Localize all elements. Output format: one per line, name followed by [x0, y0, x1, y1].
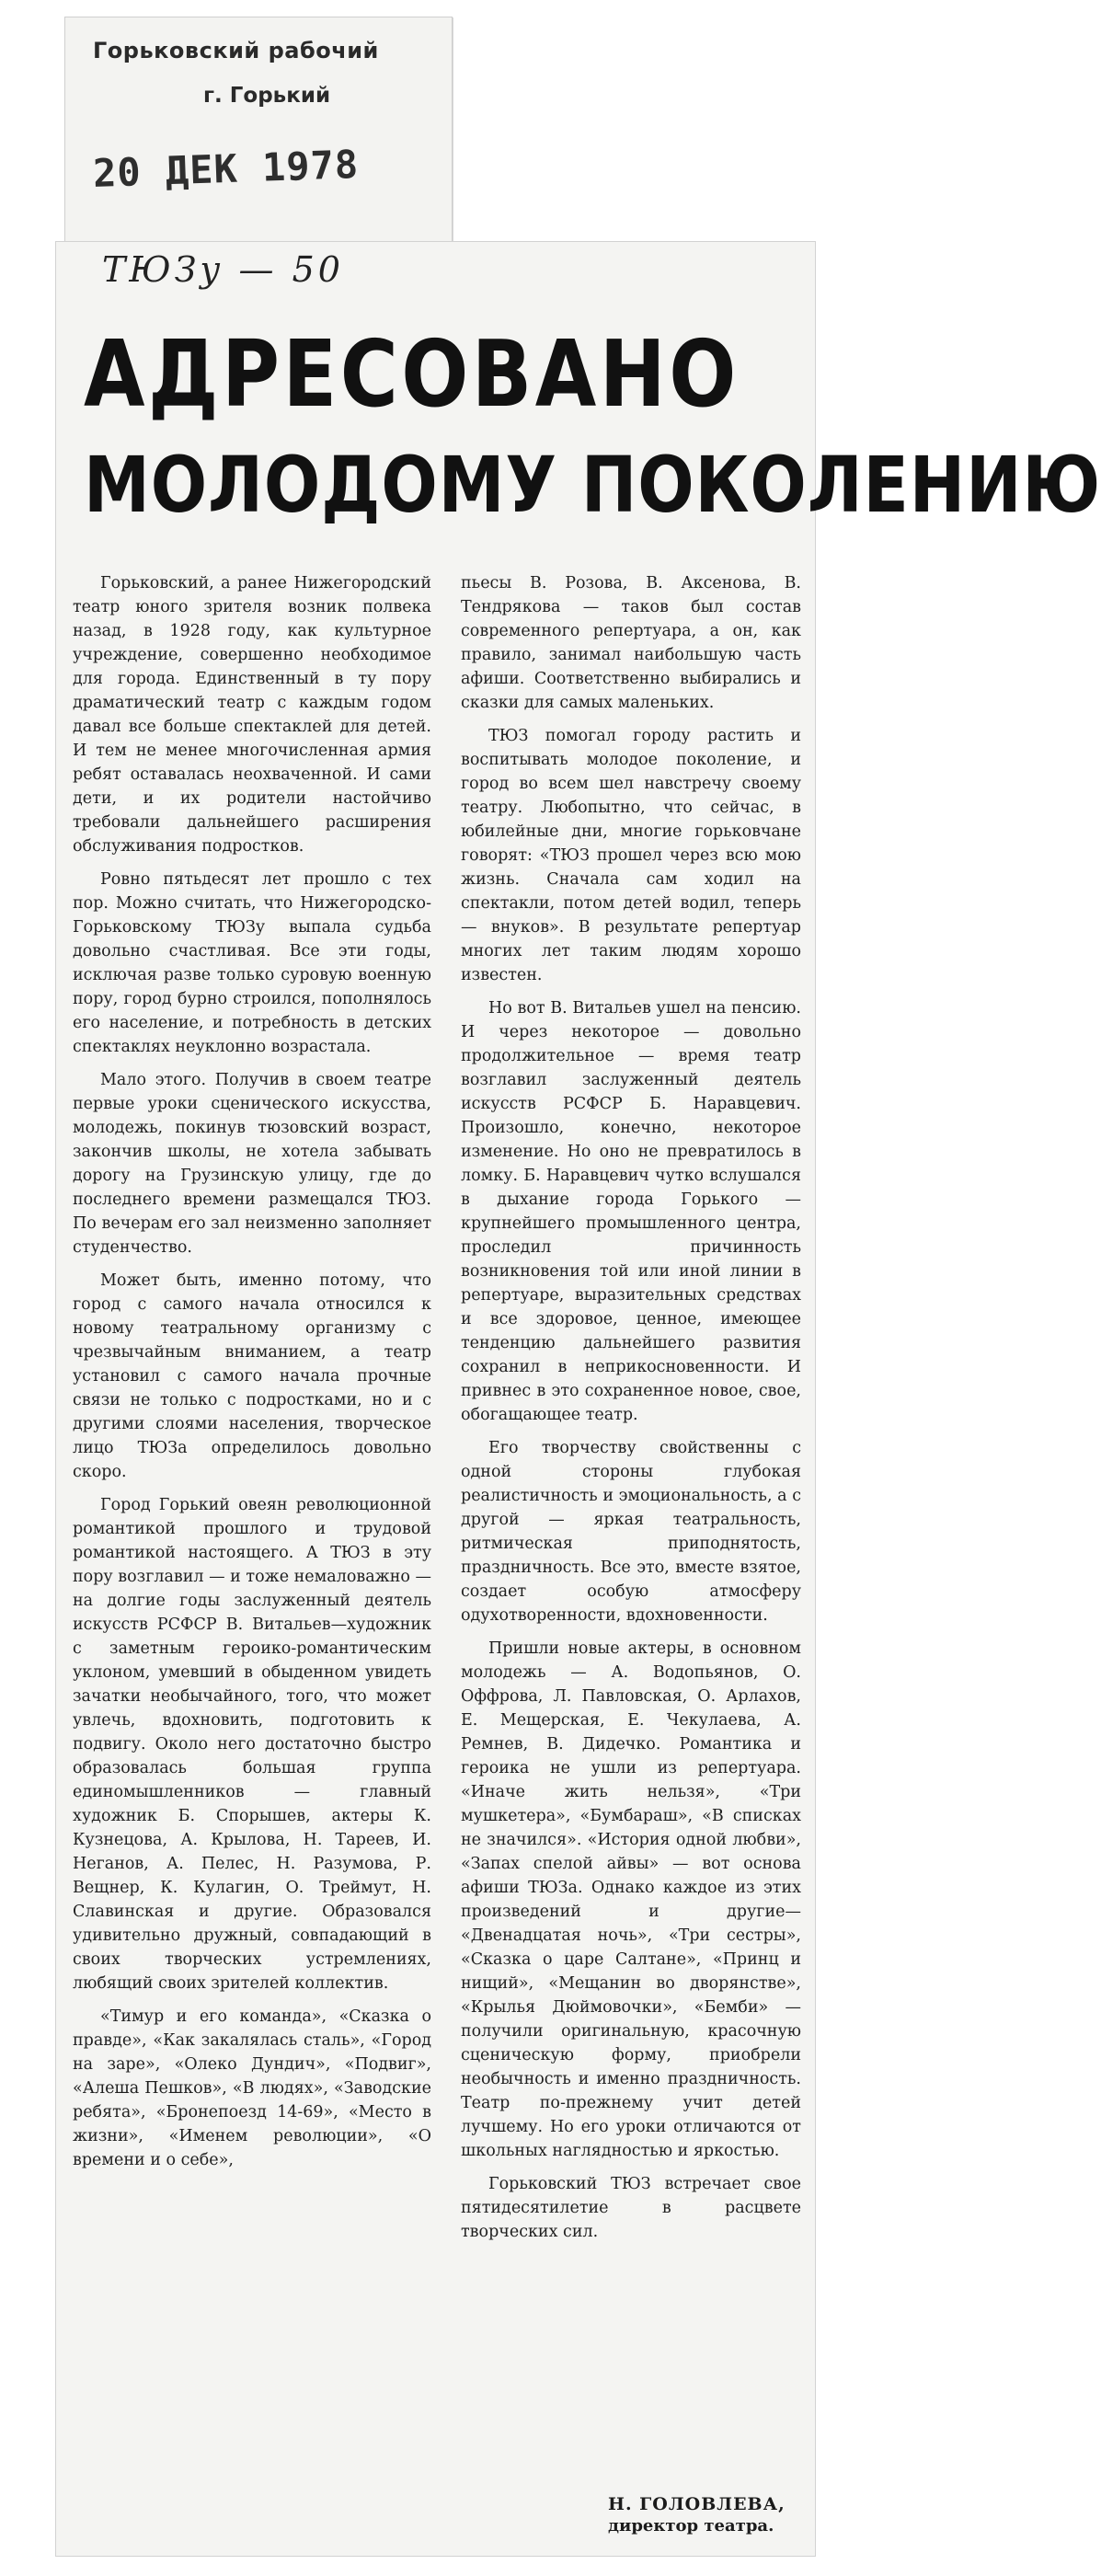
author-name: Н. ГОЛОВЛЕВА, [608, 2494, 786, 2514]
paragraph: ТЮЗ помогал городу растить и воспитывать молодое поколение, и город во всем шел навстречу своему театру. Любопытно, что сейчас, в юбилейные дни, многие горьковчане говорят: «ТЮЗ прошел через всю мою жизнь. Сначала сам ходил на спектакли, потом детей водил, теперь — внуков». В результате репертуар многих лет таким людям хорошо известен. [461, 727, 801, 984]
article-right-column [461, 571, 801, 2253]
paragraph: Может быть, именно потому, что город с самого начала относился к новому театральному организму с чрезвычайным вниманием, а театр установил с самого начала прочные связи не только с подростками, но и с другими слоями населения, творческое лицо ТЮЗа определилось довольно скоро. [73, 1271, 431, 1481]
author-signature [608, 2494, 786, 2536]
paragraph: «Тимур и его команда», «Сказка о правде», «Как закалялась сталь», «Город на заре», «Олеко Дундич», «Подвиг», «Алеша Пешков», «В людях», «Заводские ребята», «Бронепоезд 14-69», «Место в жизни», «Именем революции», «О времени и о себе», [73, 2007, 431, 2169]
paragraph: Мало этого. Получив в своем театре первые уроки сценического искусства, молодежь, покинув тюзовский возраст, закончив школы, не хотела забывать дорогу на Грузинскую улицу, где до последнего времени размещался ТЮЗ. По вечерам его зал неизменно заполняет студенчество. [73, 1071, 431, 1257]
newspaper-name: Горьковский рабочий [93, 38, 379, 63]
newspaper-city: г. Горький [203, 84, 331, 108]
paragraph: Пришли новые актеры, в основном молодежь — А. Водопьянов, О. Оффрова, Л. Павловская, О. Арлахов, Е. Мещерская, Е. Чекулаева, А. Ремнев, В. Дидечко. Романтика и героика не ушли из репертуара. «Иначе жить нельзя», «Три мушкетера», «Бумбараш», «В списках не значился». «История одной любви», «Запах спелой айвы» — вот основа афиши ТЮЗа. Однако каждое из этих произведений и другие— «Двенадцатая ночь», «Три сестры», «Сказка о царе Салтане», «Принц и нищий», «Мещанин во дворянстве», «Крылья Дюймовочки», «Бемби» — получили оригинальную, красочную сценическую форму, приобрели необычность и именно праздничность. Театр по-прежнему учит детей лучшему. Но его уроки отличаются от школьных наглядностью и яркостью. [461, 1639, 801, 2160]
clipping-source-label [64, 17, 453, 244]
article-left-column [73, 571, 431, 2181]
headline-line-1: АДРЕСОВАНО [84, 320, 740, 428]
paragraph: Но вот В. Витальев ушел на пенсию. И через некоторое — довольно продолжительное — время театр возглавил заслуженный деятель искусств РСФСР Б. Наравцевич. Произошло, конечно, некоторое изменение. Но оно не превратилось в ломку. Б. Наравцевич чутко вслушался в дыхание города Горького — крупнейшего промышленного центра, проследил причинность возникновения той или иной линии в репертуаре, выразительных средствах и все здоровое, ценное, имеющее тенденцию дальнейшего развития сохранил в неприкосновенности. И привнес в это сохраненное новое, свое, обогащающее театр. [461, 999, 801, 1424]
headline-line-2: МОЛОДОМУ ПОКОЛЕНИЮ [84, 440, 1101, 530]
paragraph: Ровно пятьдесят лет прошло с тех пор. Можно считать, что Нижегородско-Горьковскому ТЮЗу выпала судьба довольно счастливая. Все эти годы, исключая разве только суровую военную пору, город бурно строился, пополнялось его население, и потребность в детских спектаклях неуклонно возрастала. [73, 870, 431, 1056]
paragraph: Его творчеству свойственны с одной стороны глубокая реалистичность и эмоциональность, а с другой — яркая театральность, ритмическая приподнятость, праздничность. Все это, вместе взятое, создает особую атмосферу одухотворенности, вдохновенности. [461, 1439, 801, 1625]
article-kicker: ТЮЗу — 50 [102, 249, 344, 290]
paragraph: пьесы В. Розова, В. Аксенова, В. Тендрякова — таков был состав современного репертуара, а он, как правило, занимал наибольшую часть афиши. Соответственно выбирались и сказки для самых маленьких. [461, 574, 801, 712]
article-clipping [55, 241, 1101, 2557]
paragraph: Горьковский ТЮЗ встречает свое пятидесятилетие в расцвете творческих сил. [461, 2175, 801, 2241]
author-title: директор театра. [608, 2516, 774, 2536]
paragraph: Горьковский, а ранее Нижегородский театр юного зрителя возник полвека назад, в 1928 году, как культурное учреждение, совершенно необходимое для города. Единственный в ту пору драматический театр с каждым годом давал все больше спектаклей для детей. И тем не менее многочисленная армия ребят оставалась неохваченной. И сами дети, и их родители настойчиво требовали дальнейшего расширения обслуживания подростков. [73, 574, 431, 856]
date-stamp: 20 ДЕК 1978 [92, 141, 360, 197]
paragraph: Город Горький овеян революционной романтикой прошлого и трудовой романтикой настоящего. А ТЮЗ в эту пору возглавил — и тоже немаловажно — на долгие годы заслуженный деятель искусств РСФСР В. Витальев—художник с заметным героико-романтическим уклоном, умевший в обыденном увидеть зачатки необычайного, того, что может увлечь, вдохновить, подготовить к подвигу. Около него достаточно быстро образовалась большая группа единомышленников — главный художник Б. Спорышев, актеры К. Кузнецова, А. Крылова, Н. Тареев, И. Неганов, А. Пелес, Н. Разумова, Р. Вещнер, К. Кулагин, О. Треймут, Н. Славинская и другие. Образовался удивительно дружный, совпадающий в своих творческих устремлениях, любящий своих зрителей коллектив. [73, 1496, 431, 1993]
